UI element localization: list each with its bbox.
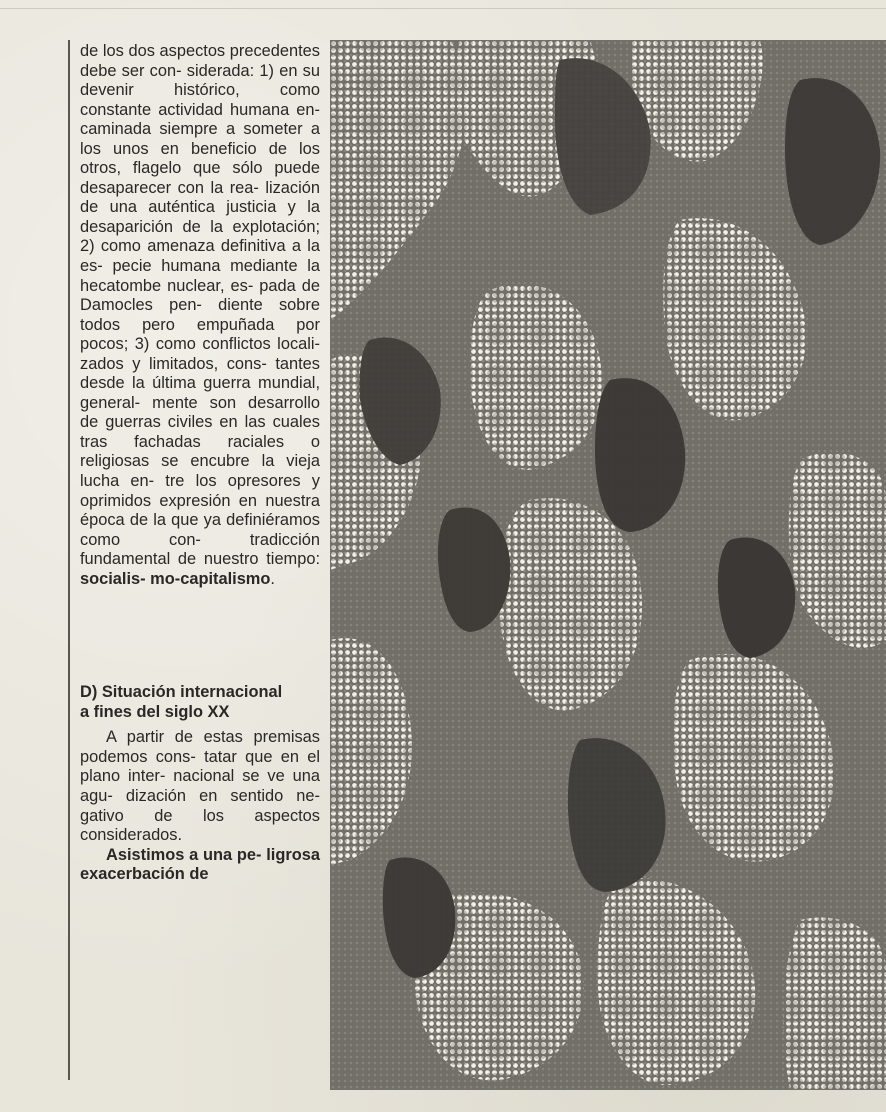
text-line: cuales tras fachadas [80, 413, 320, 451]
top-rule [0, 8, 886, 9]
text-line: definiéramos como con- [80, 511, 320, 549]
text-line: . [270, 569, 275, 588]
text-line: lización de una auténtica [80, 178, 320, 217]
section-heading-line: a fines del siglo XX [80, 702, 230, 721]
bold-text-line: Asistimos a una pe- [106, 845, 262, 864]
text-line: tradicción fundamental de [80, 530, 320, 569]
text-line: tre los opresores y [165, 472, 320, 491]
text-line: beneficio de los otros, [80, 139, 320, 178]
text-line: mente son desarrollo de [80, 393, 320, 432]
article-paragraph-2 [80, 728, 320, 845]
text-line: gativo de los aspectos [80, 806, 320, 825]
text-line: amenaza definitiva a la es- [80, 237, 320, 276]
section-heading-line: D) Situación internacional [80, 683, 283, 702]
text-line: raciales o religiosas se [80, 432, 321, 471]
text-line: someter a los unos en [80, 120, 320, 158]
text-line: justicia y la desaparición [80, 198, 320, 236]
text-line: nuestro tiempo: [203, 550, 320, 569]
text-line: hecatombe nuclear, es- [80, 276, 254, 295]
halftone-photo [330, 40, 886, 1090]
text-line: nuestra época de la que ya [80, 491, 320, 530]
text-line: considerados. [80, 826, 183, 845]
text-line: como conflictos locali- [155, 335, 320, 354]
text-line: tantes desde la última [80, 354, 320, 393]
text-line: guerras civiles en las [105, 413, 266, 432]
text-line: flagelo que sólo puede [132, 159, 320, 178]
text-line: precedentes debe ser con- [80, 42, 320, 80]
text-line: siderada: 1) en su devenir [80, 61, 320, 100]
text-line: de los dos aspectos [80, 42, 226, 60]
text-line: actividad humana en- [158, 100, 320, 119]
text-line: zados y limitados, cons- [80, 354, 267, 373]
text-line: de la explotación; 2) como [80, 217, 320, 256]
text-line: caminada siempre a [80, 120, 236, 139]
photo-image [330, 40, 886, 1090]
text-line: dización en sentido ne- [125, 786, 320, 805]
article-column [80, 42, 320, 885]
text-line: diente sobre todos pero [80, 296, 320, 334]
section-heading [80, 683, 320, 722]
bold-text-line: ligrosa exacerbación de [80, 845, 320, 884]
text-line: pada de Damocles pen- [80, 276, 320, 315]
text-line: oprimidos expresión en [80, 491, 257, 510]
text-line: histórico, como constante [80, 81, 320, 119]
column-margin-rule [68, 40, 70, 1080]
text-line: encubre la vieja lucha en- [80, 452, 320, 491]
text-line: guerra mundial, general- [80, 374, 321, 412]
article-paragraph-3 [80, 846, 320, 885]
text-line: premisas podemos cons- [80, 728, 320, 766]
bold-term: socialis- [80, 569, 146, 588]
text-line: desaparecer con la rea- [80, 178, 259, 197]
article-paragraph-1 [80, 42, 320, 589]
text-line: empuñada por pocos; 3) [80, 315, 320, 354]
text-line: A partir de estas [106, 728, 243, 747]
text-line: tatar que en el plano inter- [80, 747, 321, 786]
photo-shadows [330, 40, 886, 1090]
text-line: pecie humana mediante la [112, 257, 320, 276]
bold-term: mo-capitalismo [150, 569, 271, 588]
text-line: nacional se ve una agu- [80, 767, 320, 805]
